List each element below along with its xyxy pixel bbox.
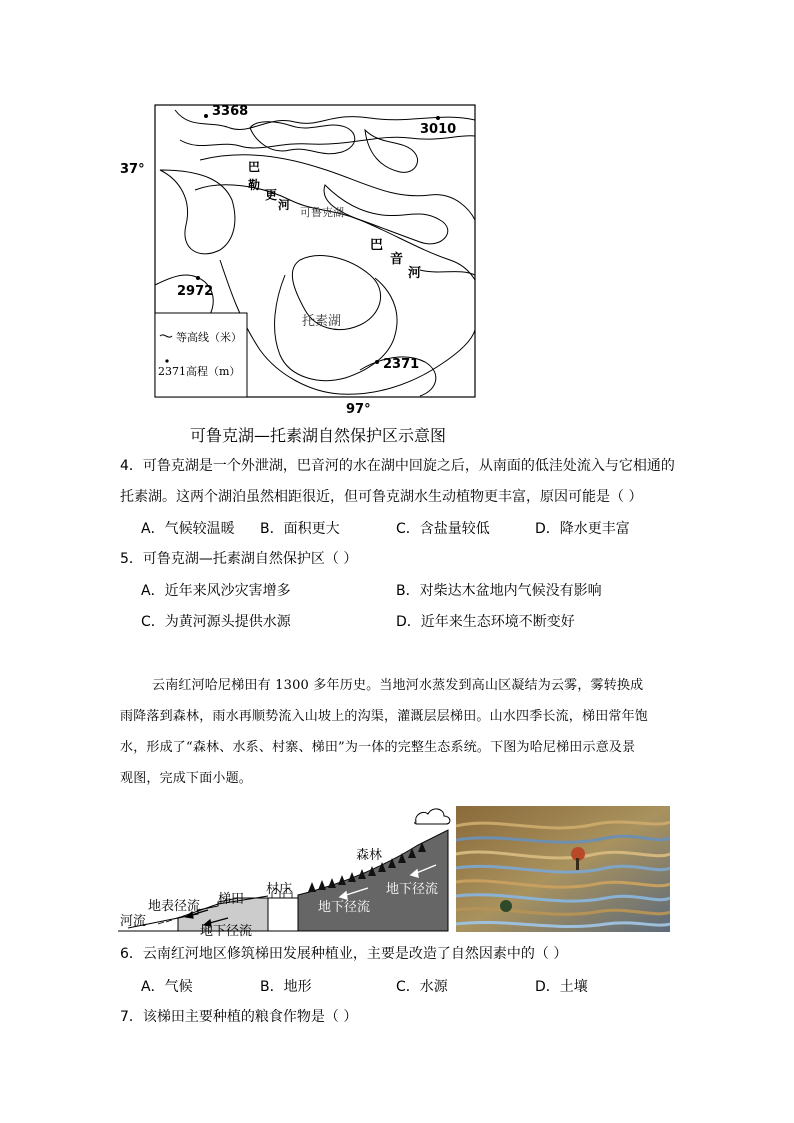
- passage-line-4: 观图，完成下面小题。: [120, 771, 253, 786]
- cloud-icon: [415, 809, 450, 824]
- point-2972-marker: [196, 276, 200, 280]
- q5-option-a[interactable]: A．近年来风沙灾害增多: [141, 583, 291, 599]
- q6-option-c[interactable]: C．水源: [396, 979, 448, 995]
- question-4-line-2: 托素湖。这两个湖泊虽然相距很近，但可鲁克湖水生动植物更丰富，原因可能是（ ）: [120, 489, 643, 505]
- point-3368-marker: [204, 114, 208, 118]
- underground-runoff-label-3: 地下径流: [386, 882, 439, 897]
- q6-option-a[interactable]: A．气候: [141, 979, 193, 995]
- q4-option-d[interactable]: D．降水更丰富: [535, 521, 630, 537]
- q4-option-c[interactable]: C．含盐量较低: [396, 521, 490, 537]
- surface-runoff-label: 地表径流: [148, 899, 201, 914]
- q4-option-b[interactable]: B．面积更大: [260, 521, 340, 537]
- river-balegeng-char-1: 巴: [248, 160, 261, 174]
- river-bayin-char-3: 河: [408, 266, 422, 281]
- q5-option-c[interactable]: C．为黄河源头提供水源: [141, 614, 291, 630]
- underground-runoff-label-2: 地下径流: [318, 900, 371, 915]
- underground-runoff-label-1: 地下径流: [200, 924, 253, 939]
- latitude-label: 37°: [120, 162, 145, 177]
- map-caption: 可鲁克湖—托素湖自然保护区示意图: [190, 426, 447, 445]
- q5-option-d[interactable]: D．近年来生态环境不断变好: [396, 614, 575, 630]
- q4-option-a[interactable]: A．气候较温暖: [141, 521, 235, 537]
- passage-line-1: 云南红河哈尼梯田有 1300 多年历史。当地河水蒸发到高山区凝结为云雾，雾转换成: [152, 678, 644, 693]
- point-label-3368: 3368: [212, 104, 249, 119]
- forest-label: 森林: [356, 848, 383, 863]
- question-4-line-1: 4．可鲁克湖是一个外泄湖，巴音河的水在湖中回旋之后，从南面的低洼处流入与它相通的: [120, 458, 675, 474]
- lake-tuosu-label: 托素湖: [302, 314, 342, 329]
- point-label-2972: 2972: [177, 284, 214, 299]
- point-3010-marker: [436, 116, 440, 120]
- terrace-diagram: [118, 800, 453, 939]
- river-balegeng-char-4: 河: [278, 198, 291, 212]
- point-label-2371: 2371: [383, 357, 420, 372]
- question-6-stem: 6．云南红河地区修筑梯田发展种植业，主要是改造了自然因素中的（ ）: [120, 946, 568, 962]
- river-balegeng-char-2: 勒: [248, 178, 261, 192]
- longitude-label: 97°: [346, 402, 371, 417]
- point-2371-marker: [375, 360, 379, 364]
- q6-option-d[interactable]: D．土壤: [535, 979, 588, 995]
- river-bayin-char-2: 音: [390, 252, 404, 267]
- river-balegeng-char-3: 更: [265, 188, 278, 202]
- terrace-photo: [456, 806, 670, 932]
- q6-option-b[interactable]: B．地形: [260, 979, 312, 995]
- point-label-3010: 3010: [420, 122, 457, 137]
- question-5-stem: 5．可鲁克湖—托素湖自然保护区（ ）: [120, 551, 358, 567]
- nature-reserve-map: [120, 100, 500, 420]
- passage-line-2: 雨降落到森林，雨水再顺势流入山坡上的沟渠，灌溉层层梯田。山水四季长流，梯田常年饱: [120, 709, 649, 724]
- question-7-stem: 7．该梯田主要种植的粮食作物是（ ）: [120, 1009, 358, 1025]
- legend-elevation-label: 2371高程（m）: [158, 365, 241, 378]
- lake-keluke-label: 可鲁克湖: [300, 206, 344, 219]
- passage-line-3: 水，形成了“森林、水系、村寨、梯田”为一体的完整生态系统。下图为哈尼梯田示意及景: [120, 740, 636, 755]
- river-bayin-char-1: 巴: [370, 238, 384, 253]
- legend-contour-label: 等高线（米）: [176, 331, 242, 344]
- village-label: 村庄: [266, 882, 293, 897]
- river-label: 河流: [120, 914, 147, 929]
- terrace-label: 梯田: [218, 892, 245, 907]
- q5-option-b[interactable]: B．对柴达木盆地内气候没有影响: [396, 583, 602, 599]
